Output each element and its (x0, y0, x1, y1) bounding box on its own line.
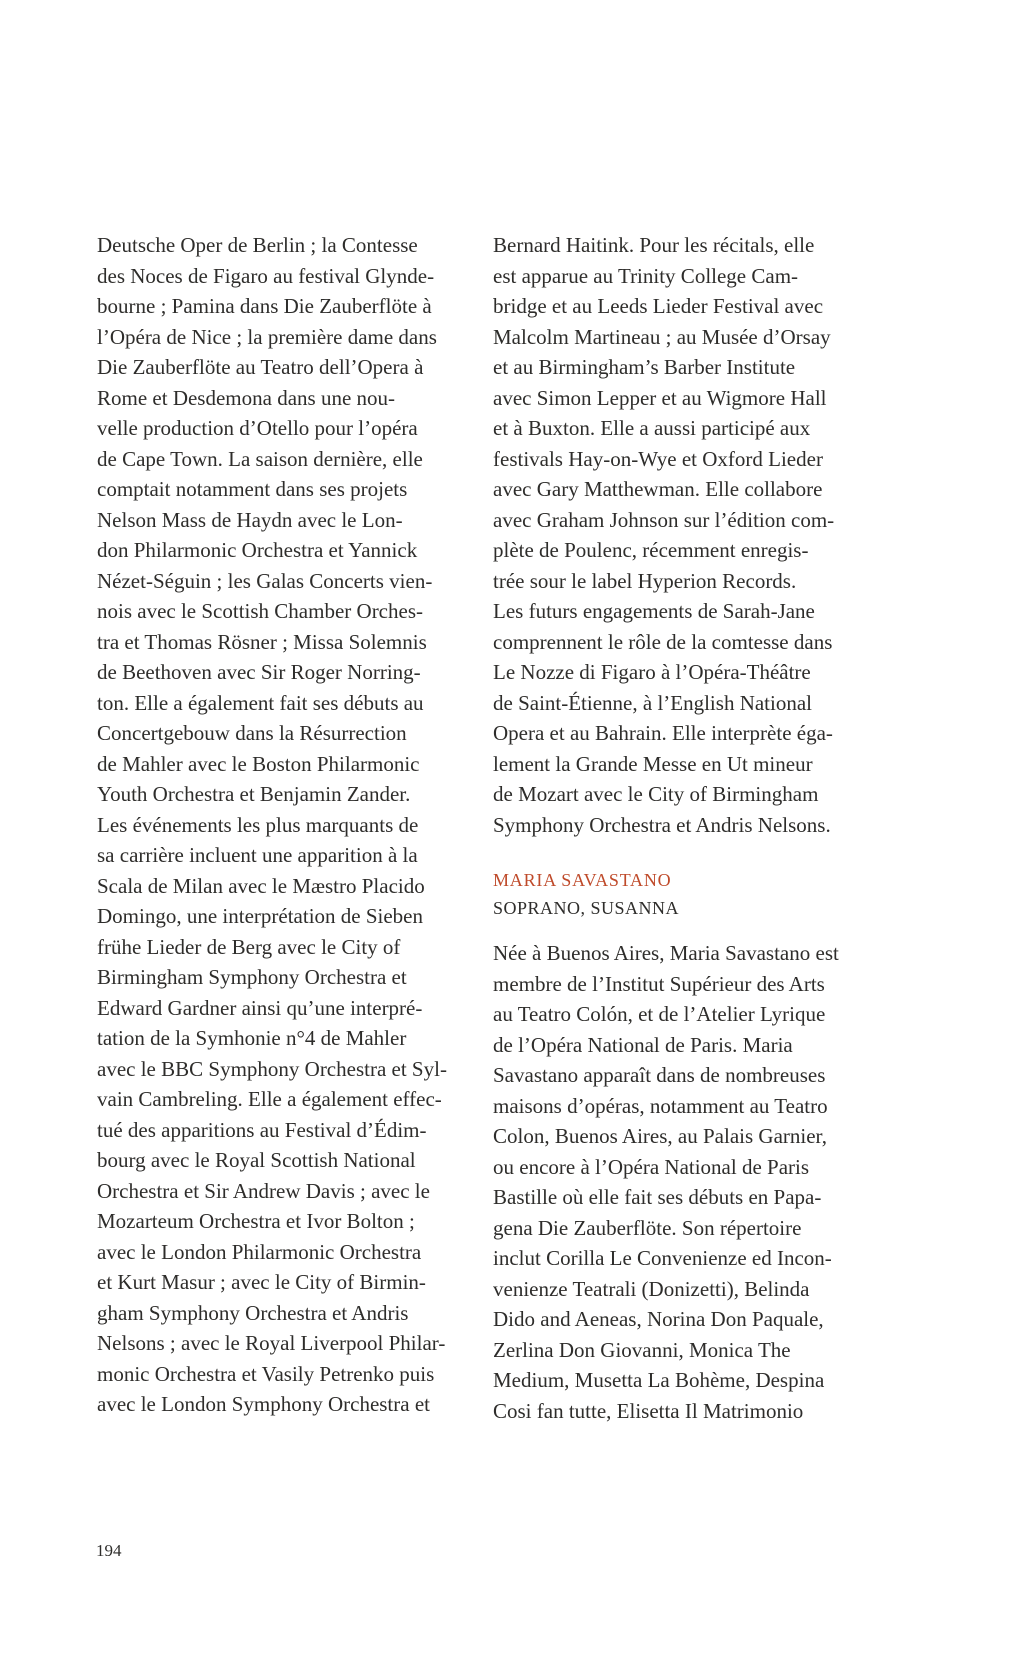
text-line: comprennent le rôle de la comtesse dans (493, 629, 833, 654)
text-line: Bernard Haitink. Pour les récitals, elle (493, 233, 815, 257)
artist-name-heading: MARIA SAVASTANO (493, 870, 672, 890)
artist-heading-block (493, 866, 893, 922)
bio-paragraph-continuation (493, 230, 893, 840)
text-line: festivals Hay-on-Wye et Oxford Lieder (493, 446, 823, 471)
text-line: monic Orchestra et Vasily Petrenko puis (97, 1361, 435, 1386)
text-line: tué des apparitions au Festival d’Édim- (97, 1117, 427, 1142)
text-line: avec Gary Matthewman. Elle collabore (493, 477, 823, 501)
text-line: inclut Corilla Le Convenienze ed Incon- (493, 1246, 832, 1270)
text-line: des Noces de Figaro au festival Glynde- (97, 263, 435, 288)
text-line: Symphony Orchestra et Andris Nelsons. (493, 812, 831, 837)
text-line: est apparue au Trinity College Cam- (493, 263, 799, 288)
text-line: Dido and Aeneas, Norina Don Paquale, (493, 1307, 824, 1331)
text-line: Medium, Musetta La Bohème, Despina (493, 1368, 825, 1392)
text-line: Mozarteum Orchestra et Ivor Bolton ; (97, 1209, 415, 1233)
text-line: et Kurt Masur ; avec le City of Birmin- (97, 1270, 426, 1294)
text-line: Orchestra et Sir Andrew Davis ; avec le (97, 1178, 430, 1203)
text-line: Les événements les plus marquants de (97, 812, 419, 837)
page-number: 194 (96, 1541, 122, 1560)
text-line: Nelson Mass de Haydn avec le Lon- (97, 507, 403, 532)
text-line: venienze Teatrali (Donizetti), Belinda (493, 1276, 810, 1301)
text-line: Bastille où elle fait ses débuts en Papa- (493, 1185, 822, 1209)
text-line: Cosi fan tutte, Elisetta Il Matrimonio (493, 1398, 804, 1423)
text-line: bourne ; Pamina dans Die Zauberflöte à (97, 294, 432, 318)
text-line: Youth Orchestra et Benjamin Zander. (97, 782, 411, 806)
text-line: ou encore à l’Opéra National de Paris (493, 1154, 810, 1179)
text-line: trée sour le label Hyperion Records. (493, 568, 797, 593)
text-line: Malcolm Martineau ; au Musée d’Orsay (493, 324, 831, 349)
text-line: ton. Elle a également fait ses débuts au (97, 690, 424, 715)
text-line: Birmingham Symphony Orchestra et (97, 965, 407, 989)
text-line: avec le London Symphony Orchestra et (97, 1392, 430, 1416)
text-line: Le Nozze di Figaro à l’Opéra-Théâtre (493, 660, 811, 684)
text-line: Savastano apparaît dans de nombreuses (493, 1063, 826, 1087)
text-line: avec le BBC Symphony Orchestra et Syl- (97, 1056, 447, 1081)
text-line: au Teatro Colón, et de l’Atelier Lyrique (493, 1002, 826, 1026)
text-line: lement la Grande Messe en Ut mineur (493, 751, 813, 776)
text-line: l’Opéra de Nice ; la première dame dans (97, 324, 437, 349)
text-line: Scala de Milan avec le Mæstro Placido (97, 873, 425, 898)
text-line: Colon, Buenos Aires, au Palais Garnier, (493, 1124, 827, 1148)
text-line: bourg avec le Royal Scottish National (97, 1148, 416, 1172)
text-line: maisons d’opéras, notamment au Teatro (493, 1093, 828, 1118)
text-line: de Saint-Étienne, à l’English National (493, 690, 812, 715)
text-line: et au Birmingham’s Barber Institute (493, 355, 796, 379)
text-line: sa carrière incluent une apparition à la (97, 843, 418, 867)
text-line: don Philarmonic Orchestra et Yannick (97, 538, 418, 562)
text-line: de Mozart avec le City of Birmingham (493, 782, 819, 806)
text-line: Opera et au Bahrain. Elle interprète éga- (493, 721, 833, 745)
text-line: Domingo, une interprétation de Sieben (97, 904, 424, 928)
text-line: Zerlina Don Giovanni, Monica The (493, 1337, 791, 1362)
text-line: de Mahler avec le Boston Philarmonic (97, 751, 420, 776)
text-line: et à Buxton. Elle a aussi participé aux (493, 416, 811, 440)
text-line: gena Die Zauberflöte. Son répertoire (493, 1215, 802, 1240)
text-line: avec Simon Lepper et au Wigmore Hall (493, 385, 827, 410)
text-line: membre de l’Institut Supérieur des Arts (493, 971, 825, 996)
text-line: Les futurs engagements de Sarah-Jane (493, 599, 815, 623)
text-line: Nézet-Séguin ; les Galas Concerts vien- (97, 568, 433, 593)
text-line: Rome et Desdemona dans une nou- (97, 385, 396, 410)
text-line: de Beethoven avec Sir Roger Norring- (97, 660, 421, 684)
text-line: comptait notamment dans ses projets (97, 477, 408, 501)
text-line: avec Graham Johnson sur l’édition com- (493, 507, 835, 532)
right-column (493, 230, 893, 1426)
text-line: tation de la Symhonie n°4 de Mahler (97, 1026, 407, 1050)
text-line: de Cape Town. La saison dernière, elle (97, 446, 423, 471)
text-line: bridge et au Leeds Lieder Festival avec (493, 294, 824, 318)
text-line: frühe Lieder de Berg avec le City of (97, 934, 401, 959)
text-line: avec le London Philarmonic Orchestra (97, 1239, 422, 1264)
bio-paragraph-maria-savastano (493, 938, 893, 1426)
left-column-bio-text (97, 230, 497, 1420)
text-line: Deutsche Oper de Berlin ; la Contesse (97, 233, 418, 257)
text-line: Die Zauberflöte au Teatro dell’Opera à (97, 355, 424, 379)
text-line: gham Symphony Orchestra et Andris (97, 1300, 409, 1325)
artist-role-subheading: SOPRANO, SUSANNA (493, 898, 680, 918)
text-line: tra et Thomas Rösner ; Missa Solemnis (97, 629, 427, 654)
text-line: vain Cambreling. Elle a également effec- (97, 1087, 442, 1111)
text-line: velle production d’Otello pour l’opéra (97, 416, 418, 440)
text-line: plète de Poulenc, récemment enregis- (493, 538, 809, 562)
text-line: Nelsons ; avec le Royal Liverpool Philar- (97, 1331, 446, 1355)
text-line: Concertgebouw dans la Résurrection (97, 721, 407, 745)
text-line: Edward Gardner ainsi qu’une interpré- (97, 995, 423, 1020)
text-line: Née à Buenos Aires, Maria Savastano est (493, 941, 839, 965)
text-line: de l’Opéra National de Paris. Maria (493, 1032, 793, 1057)
text-line: nois avec le Scottish Chamber Orches- (97, 599, 423, 623)
